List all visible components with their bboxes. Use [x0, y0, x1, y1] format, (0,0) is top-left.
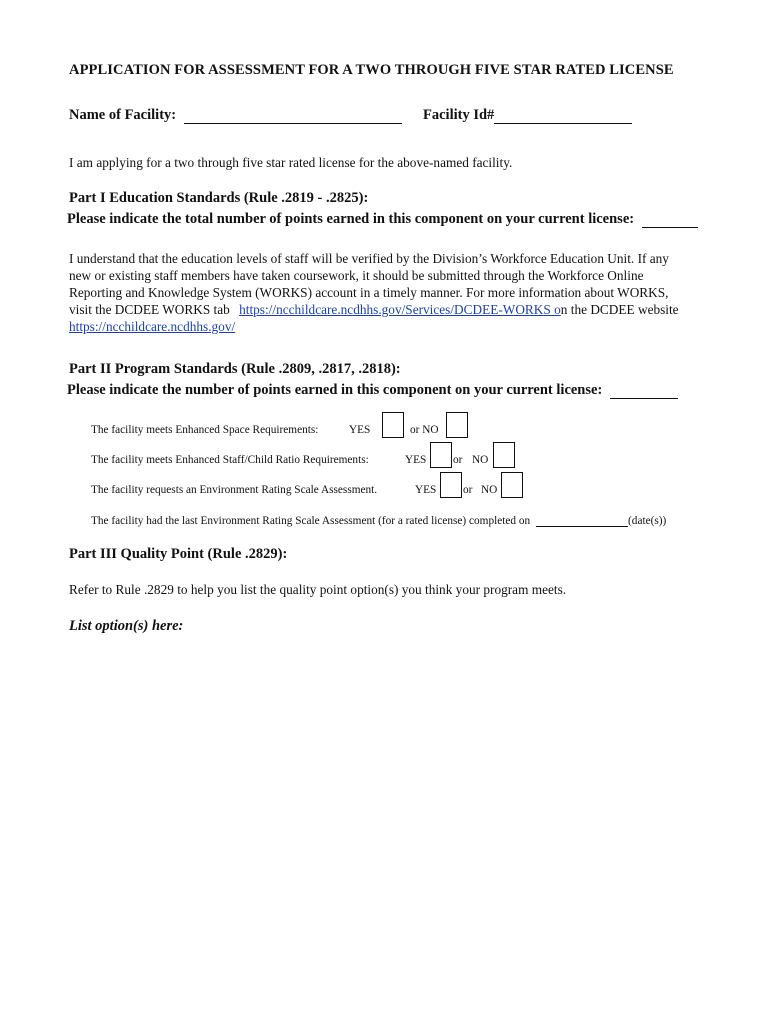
part2-prompt-row [67, 381, 678, 399]
ratio-no-checkbox[interactable] [493, 442, 515, 468]
form-title: APPLICATION FOR ASSESSMENT FOR A TWO THROUGH FIVE STAR RATED LICENSE [69, 62, 674, 78]
checkbox-no-box[interactable] [446, 412, 468, 438]
part1-para-line-2: new or existing staff members have taken coursework, it should be submitted through the Workforce Online [69, 268, 644, 283]
checkbox-no-box[interactable] [501, 472, 523, 498]
part1-points-field[interactable] [642, 212, 698, 228]
ers-yes-checkbox[interactable] [440, 472, 462, 498]
part3-heading: Part III Quality Point (Rule .2829): [69, 546, 288, 562]
part1-para-line-1: I understand that the education levels of staff will be verified by the Division’s Workforce Education Unit. If any [69, 251, 669, 266]
checkbox-yes-box[interactable] [440, 472, 462, 498]
checkbox-no-box[interactable] [493, 442, 515, 468]
works-link[interactable]: https://ncchildcare.ncdhhs.gov/Services/DCDEE-WORKS o [239, 302, 561, 317]
space-no-checkbox[interactable] [446, 412, 468, 438]
ratio-no-label: NO [472, 454, 489, 466]
works-tab-text: visit the DCDEE WORKS tab [69, 302, 230, 317]
checkbox-yes-box[interactable] [430, 442, 452, 468]
part1-prompt-row [67, 210, 698, 228]
space-requirements-question: The facility meets Enhanced Space Requirements: [91, 424, 319, 436]
facility-id-row [423, 106, 632, 124]
facility-id-label: Facility Id# [423, 107, 495, 123]
part1-para-line-3: Reporting and Knowledge System (WORKS) account in a timely manner. For more information about WORKS, [69, 285, 669, 300]
part2-heading: Part II Program Standards (Rule .2809, .2817, .2818): [69, 361, 401, 377]
ers-no-label: NO [481, 484, 498, 496]
ncchildcare-site-link[interactable]: https://ncchildcare.ncdhhs.gov/ [69, 319, 236, 334]
facility-name-row [69, 106, 402, 124]
ratio-or-label: or [453, 454, 463, 466]
dcdee-website-text: n the DCDEE website [560, 302, 679, 317]
ratio-requirements-question: The facility meets Enhanced Staff/Child Ratio Requirements: [91, 454, 369, 466]
last-ers-question: The facility had the last Environment Rating Scale Assessment (for a rated license) completed on [91, 515, 531, 527]
facility-name-field[interactable] [184, 108, 402, 124]
date-suffix: (date(s)) [628, 515, 667, 527]
space-yes-label: YES [349, 424, 371, 436]
ratio-yes-checkbox[interactable] [430, 442, 452, 468]
checkbox-yes-box[interactable] [382, 412, 404, 438]
intro-text: I am applying for a two through five star rated license for the above-named facility. [69, 155, 513, 170]
part1-heading: Part I Education Standards (Rule .2819 - .2825): [69, 190, 369, 206]
part2-prompt: Please indicate the number of points earned in this component on your current license: [67, 382, 603, 398]
part3-instruction: Refer to Rule .2829 to help you list the quality point option(s) you think your program meets. [69, 582, 567, 597]
last-ers-date-field[interactable] [536, 514, 628, 527]
part1-para-line-5 [69, 319, 235, 336]
space-or-no-label: or NO [410, 424, 439, 436]
facility-name-label: Name of Facility: [69, 107, 177, 123]
list-options-field[interactable] [69, 642, 703, 986]
space-yes-checkbox[interactable] [382, 412, 404, 438]
ers-request-question: The facility requests an Environment Rating Scale Assessment. [91, 484, 378, 496]
part1-para-line-4 [69, 302, 679, 319]
ers-or-label: or [463, 484, 473, 496]
part2-points-field[interactable] [610, 383, 678, 399]
list-options-label: List option(s) here: [69, 618, 184, 634]
last-ers-row [91, 514, 666, 527]
facility-id-field[interactable] [494, 108, 632, 124]
ers-yes-label: YES [415, 484, 437, 496]
ers-no-checkbox[interactable] [501, 472, 523, 498]
ratio-yes-label: YES [405, 454, 427, 466]
part1-prompt: Please indicate the total number of points earned in this component on your current license: [67, 211, 635, 227]
